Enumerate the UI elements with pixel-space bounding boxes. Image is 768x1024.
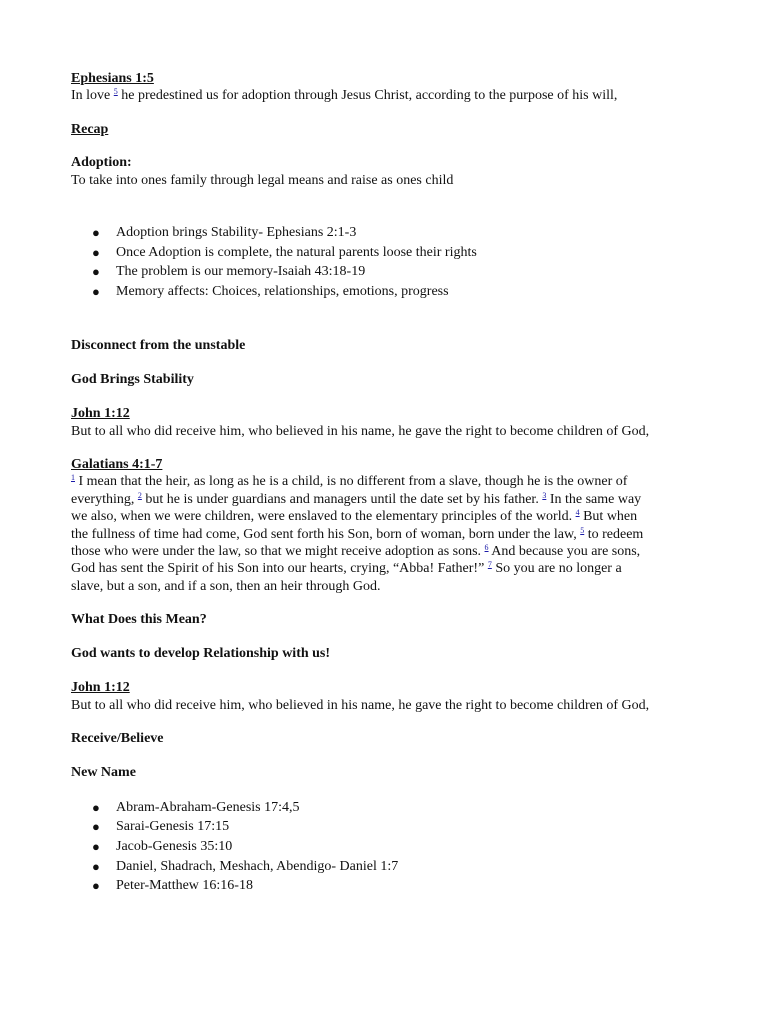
bullet-icon: ● (92, 264, 100, 280)
john-section-2 (71, 679, 711, 714)
footnote-link[interactable]: 4 (575, 508, 580, 518)
footnote-link[interactable]: 1 (71, 473, 75, 483)
john-verse-2: But to all who did receive him, who believed in his name, he gave the right to become children of God, (71, 697, 650, 713)
adoption-definition: To take into ones family through legal means and raise as ones child (71, 172, 454, 188)
verse-text: In love (71, 88, 114, 104)
list-item: ● The problem is our memory-Isaiah 43:18-19 (71, 262, 711, 282)
footnote-link[interactable]: 5 (580, 525, 585, 535)
bullet-icon: ● (92, 838, 100, 854)
list-item: ● Once Adoption is complete, the natural parents loose their rights (71, 243, 711, 263)
galatians-passage: $^1$ I mean that the heir, as long as he is a child, is no different from a slave, though he is the owner of everything, $^2$ but he is under guardians and managers until the date set by his father. $^3$ In the same way we also, when we were children, were enslaved to the elementary principles of the world. $^4$ But when the fullness of time had come, God sent forth his Son, born of woman, born under the law, $^5$ to redeem those who were under the law, so that we might receive adoption as sons. $^6$ And because you are sons, God has sent the Spirit of his Son into our hearts, crying, “Abba! Father!” $^7$ So you are no longer a slave, but a son, and if a son, then an heir through God. (71, 473, 644, 594)
footnote-link[interactable]: 2 (137, 490, 142, 500)
verse-text: he predestined us for adoption through Jesus Christ, according to the purpose of his will, (117, 88, 618, 104)
new-name-list (71, 798, 711, 896)
list-item: ● Abram-Abraham-Genesis 17:4,5 (71, 798, 711, 818)
bullet-icon: ● (92, 819, 100, 835)
document-page (71, 70, 711, 896)
relationship-heading: God wants to develop Relationship with us! (71, 645, 331, 661)
what-mean-heading: What Does this Mean? (71, 612, 207, 628)
ephesians-verse (71, 87, 711, 104)
bullet-icon: ● (92, 878, 100, 894)
ephesians-section (71, 70, 711, 105)
footnote-link[interactable]: 5 (113, 87, 118, 97)
bullet-icon: ● (92, 799, 100, 815)
new-name-heading: New Name (71, 765, 136, 781)
galatians-section (71, 456, 711, 595)
list-item: ● Sarai-Genesis 17:15 (71, 817, 711, 837)
list-item: ● Daniel, Shadrach, Meshach, Abendigo- Daniel 1:7 (71, 857, 711, 877)
bullet-icon: ● (92, 858, 100, 874)
john-heading-2: John 1:12 (71, 680, 130, 696)
ephesians-heading: Ephesians 1:5 (71, 71, 154, 86)
bullet-icon: ● (92, 225, 100, 241)
recap-heading: Recap (71, 121, 109, 137)
footnote-link[interactable]: 7 (487, 560, 492, 570)
receive-heading: Receive/Believe (71, 730, 164, 746)
adoption-list (71, 223, 711, 301)
footnote-link[interactable]: 3 (542, 490, 547, 500)
stability-heading: God Brings Stability (71, 371, 194, 387)
john-verse-1: But to all who did receive him, who believed in his name, he gave the right to become children of God, (71, 423, 650, 439)
bullet-icon: ● (92, 244, 100, 260)
bullet-icon: ● (92, 283, 100, 299)
adoption-section (71, 154, 711, 189)
recap-section (71, 121, 711, 138)
list-item: ● Jacob-Genesis 35:10 (71, 837, 711, 857)
list-item: ● Memory affects: Choices, relationships, emotions, progress (71, 282, 711, 302)
john-section-1 (71, 405, 711, 440)
list-item: ● Peter-Matthew 16:16-18 (71, 876, 711, 896)
adoption-heading: Adoption: (71, 155, 132, 171)
john-heading-1: John 1:12 (71, 406, 130, 422)
footnote-link[interactable]: 6 (484, 543, 489, 553)
list-item: ● Adoption brings Stability- Ephesians 2:1-3 (71, 223, 711, 243)
disconnect-heading: Disconnect from the unstable (71, 338, 246, 354)
galatians-heading: Galatians 4:1-7 (71, 457, 163, 473)
